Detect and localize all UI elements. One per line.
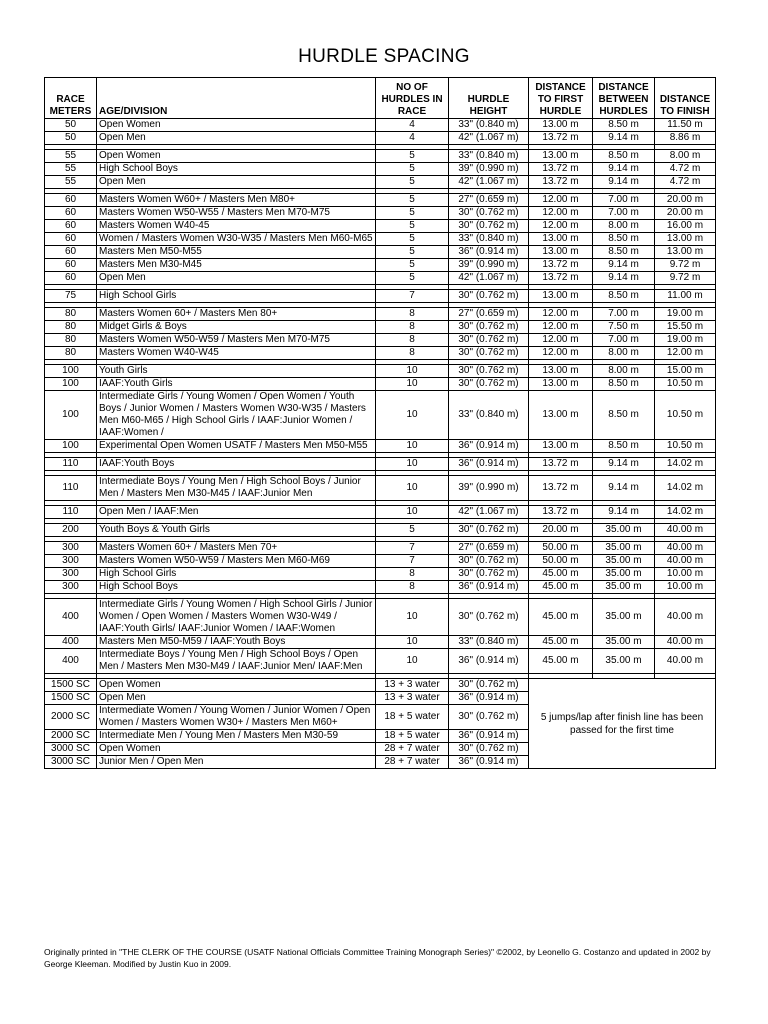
no-of-hurdles-cell: 7: [376, 290, 449, 303]
distance-finish-cell: 40.00 m: [655, 649, 716, 674]
table-row: [45, 163, 716, 176]
no-of-hurdles-cell: 7: [376, 555, 449, 568]
race-meters-cell: 75: [45, 290, 97, 303]
hurdle-height-cell: 33" (0.840 m): [449, 636, 529, 649]
age-division-cell: Experimental Open Women USATF / Masters Men M50-M55: [97, 440, 376, 453]
distance-finish-cell: 40.00 m: [655, 599, 716, 636]
no-of-hurdles-cell: 5: [376, 220, 449, 233]
distance-between-cell: 9.14 m: [593, 506, 655, 519]
age-division-cell: Intermediate Boys / Young Men / High School Boys / Junior Men / Masters Men M30-M45 / IAAF:Junior Men: [97, 476, 376, 501]
distance-between-cell: 35.00 m: [593, 524, 655, 537]
distance-first-cell: 13.00 m: [529, 150, 593, 163]
age-division-cell: Open Women: [97, 119, 376, 132]
distance-finish-cell: 40.00 m: [655, 636, 716, 649]
no-of-hurdles-cell: 10: [376, 440, 449, 453]
header-distance-finish: DISTANCE TO FINISH: [655, 78, 716, 119]
table-row: [45, 308, 716, 321]
age-division-cell: Masters Women W40-45: [97, 220, 376, 233]
no-of-hurdles-cell: 10: [376, 599, 449, 636]
age-division-cell: Masters Men M50-M55: [97, 246, 376, 259]
age-division-cell: Open Women: [97, 679, 376, 692]
distance-between-cell: 35.00 m: [593, 542, 655, 555]
table-row: [45, 321, 716, 334]
age-division-cell: Junior Men / Open Men: [97, 756, 376, 769]
distance-between-cell: 9.14 m: [593, 132, 655, 145]
distance-finish-cell: 40.00 m: [655, 524, 716, 537]
hurdle-height-cell: 39" (0.990 m): [449, 476, 529, 501]
distance-finish-cell: 9.72 m: [655, 259, 716, 272]
hurdle-height-cell: 30" (0.762 m): [449, 347, 529, 360]
hurdle-height-cell: 42" (1.067 m): [449, 132, 529, 145]
hurdle-height-cell: 30" (0.762 m): [449, 524, 529, 537]
distance-first-cell: 20.00 m: [529, 524, 593, 537]
table-body: [45, 119, 716, 769]
race-meters-cell: 60: [45, 207, 97, 220]
race-meters-cell: 300: [45, 555, 97, 568]
hurdle-height-cell: 36" (0.914 m): [449, 440, 529, 453]
distance-first-cell: 45.00 m: [529, 649, 593, 674]
distance-finish-cell: 14.02 m: [655, 506, 716, 519]
footnote: Originally printed in "THE CLERK OF THE COURSE (USATF National Officials Committee Training Monograph Series)" ©2002, by Leonello G. Costanzo and updated in 2002 by George Kleeman. Modified by Justin Kuo in 2009.: [44, 947, 711, 969]
table-row: [45, 119, 716, 132]
age-division-cell: Masters Women W50-W55 / Masters Men M70-M75: [97, 207, 376, 220]
distance-finish-cell: 20.00 m: [655, 194, 716, 207]
table-row: [45, 599, 716, 636]
distance-finish-cell: 10.00 m: [655, 581, 716, 594]
hurdle-height-cell: 30" (0.762 m): [449, 334, 529, 347]
distance-finish-cell: 20.00 m: [655, 207, 716, 220]
age-division-cell: IAAF:Youth Boys: [97, 458, 376, 471]
race-meters-cell: 1500 SC: [45, 679, 97, 692]
no-of-hurdles-cell: 4: [376, 119, 449, 132]
race-meters-cell: 50: [45, 119, 97, 132]
no-of-hurdles-cell: 5: [376, 176, 449, 189]
race-meters-cell: 110: [45, 458, 97, 471]
distance-first-cell: 13.72 m: [529, 259, 593, 272]
no-of-hurdles-cell: 5: [376, 246, 449, 259]
hurdle-height-cell: 30" (0.762 m): [449, 321, 529, 334]
table-row: [45, 194, 716, 207]
age-division-cell: Masters Women W60+ / Masters Men M80+: [97, 194, 376, 207]
age-division-cell: Masters Men M30-M45: [97, 259, 376, 272]
no-of-hurdles-cell: 13 + 3 water: [376, 679, 449, 692]
distance-between-cell: 8.50 m: [593, 378, 655, 391]
table-row: [45, 524, 716, 537]
distance-finish-cell: 13.00 m: [655, 233, 716, 246]
table-row: [45, 259, 716, 272]
no-of-hurdles-cell: 10: [376, 476, 449, 501]
race-meters-cell: 80: [45, 308, 97, 321]
no-of-hurdles-cell: 10: [376, 378, 449, 391]
race-meters-cell: 60: [45, 246, 97, 259]
race-meters-cell: 100: [45, 365, 97, 378]
hurdle-height-cell: 36" (0.914 m): [449, 458, 529, 471]
race-meters-cell: 2000 SC: [45, 730, 97, 743]
distance-finish-cell: 11.50 m: [655, 119, 716, 132]
distance-finish-cell: 10.50 m: [655, 391, 716, 440]
distance-first-cell: 12.00 m: [529, 308, 593, 321]
race-meters-cell: 300: [45, 581, 97, 594]
distance-first-cell: 13.00 m: [529, 440, 593, 453]
hurdle-height-cell: 30" (0.762 m): [449, 555, 529, 568]
header-race-meters: RACE METERS: [45, 78, 97, 119]
table-row: [45, 176, 716, 189]
race-meters-cell: 50: [45, 132, 97, 145]
hurdle-height-cell: 42" (1.067 m): [449, 272, 529, 285]
hurdle-height-cell: 30" (0.762 m): [449, 378, 529, 391]
table-row: [45, 378, 716, 391]
age-division-cell: Women / Masters Women W30-W35 / Masters Men M60-M65: [97, 233, 376, 246]
no-of-hurdles-cell: 5: [376, 207, 449, 220]
header-no-of-hurdles: NO OF HURDLES IN RACE: [376, 78, 449, 119]
distance-between-cell: 8.50 m: [593, 233, 655, 246]
distance-first-cell: 12.00 m: [529, 220, 593, 233]
distance-finish-cell: 12.00 m: [655, 347, 716, 360]
table-row: [45, 220, 716, 233]
no-of-hurdles-cell: 10: [376, 636, 449, 649]
no-of-hurdles-cell: 10: [376, 506, 449, 519]
distance-finish-cell: 40.00 m: [655, 542, 716, 555]
distance-between-cell: 9.14 m: [593, 163, 655, 176]
race-meters-cell: 1500 SC: [45, 692, 97, 705]
age-division-cell: Youth Girls: [97, 365, 376, 378]
hurdle-height-cell: 36" (0.914 m): [449, 581, 529, 594]
age-division-cell: Open Women: [97, 743, 376, 756]
hurdle-height-cell: 27" (0.659 m): [449, 308, 529, 321]
distance-first-cell: 13.00 m: [529, 233, 593, 246]
distance-first-cell: 12.00 m: [529, 347, 593, 360]
distance-between-cell: 35.00 m: [593, 568, 655, 581]
no-of-hurdles-cell: 8: [376, 347, 449, 360]
table-row: [45, 347, 716, 360]
age-division-cell: Masters Women W50-W59 / Masters Men M70-M75: [97, 334, 376, 347]
hurdle-height-cell: 30" (0.762 m): [449, 568, 529, 581]
distance-first-cell: 13.72 m: [529, 476, 593, 501]
race-meters-cell: 400: [45, 649, 97, 674]
distance-first-cell: 45.00 m: [529, 568, 593, 581]
distance-finish-cell: 8.00 m: [655, 150, 716, 163]
race-meters-cell: 3000 SC: [45, 743, 97, 756]
race-meters-cell: 100: [45, 391, 97, 440]
hurdle-height-cell: 39" (0.990 m): [449, 259, 529, 272]
age-division-cell: Youth Boys & Youth Girls: [97, 524, 376, 537]
distance-finish-cell: 4.72 m: [655, 176, 716, 189]
distance-between-cell: 7.00 m: [593, 194, 655, 207]
no-of-hurdles-cell: 5: [376, 272, 449, 285]
distance-between-cell: 8.00 m: [593, 365, 655, 378]
hurdle-height-cell: 36" (0.914 m): [449, 756, 529, 769]
table-row: [45, 636, 716, 649]
distance-first-cell: 13.72 m: [529, 163, 593, 176]
distance-finish-cell: 40.00 m: [655, 555, 716, 568]
no-of-hurdles-cell: 5: [376, 233, 449, 246]
distance-between-cell: 7.00 m: [593, 334, 655, 347]
table-row: [45, 290, 716, 303]
race-meters-cell: 80: [45, 321, 97, 334]
race-meters-cell: 2000 SC: [45, 705, 97, 730]
steeple-row: [45, 679, 716, 692]
table-row: [45, 207, 716, 220]
no-of-hurdles-cell: 10: [376, 365, 449, 378]
hurdle-height-cell: 33" (0.840 m): [449, 119, 529, 132]
hurdle-height-cell: 36" (0.914 m): [449, 246, 529, 259]
race-meters-cell: 300: [45, 568, 97, 581]
table-row: [45, 542, 716, 555]
distance-between-cell: 35.00 m: [593, 581, 655, 594]
hurdle-height-cell: 30" (0.762 m): [449, 679, 529, 692]
hurdle-height-cell: 30" (0.762 m): [449, 599, 529, 636]
distance-finish-cell: 15.50 m: [655, 321, 716, 334]
hurdle-height-cell: 36" (0.914 m): [449, 692, 529, 705]
no-of-hurdles-cell: 8: [376, 581, 449, 594]
distance-between-cell: 9.14 m: [593, 458, 655, 471]
hurdle-height-cell: 39" (0.990 m): [449, 163, 529, 176]
age-division-cell: Masters Men M50-M59 / IAAF:Youth Boys: [97, 636, 376, 649]
no-of-hurdles-cell: 8: [376, 308, 449, 321]
distance-first-cell: 12.00 m: [529, 207, 593, 220]
no-of-hurdles-cell: 10: [376, 458, 449, 471]
distance-first-cell: 12.00 m: [529, 321, 593, 334]
no-of-hurdles-cell: 5: [376, 163, 449, 176]
age-division-cell: High School Boys: [97, 581, 376, 594]
age-division-cell: Intermediate Girls / Young Women / High School Girls / Junior Women / Open Women / Masters Women W30-W49 / IAAF:Youth Girls/ IAAF:Junior Women / IAAF:Women: [97, 599, 376, 636]
table-row: [45, 506, 716, 519]
header-hurdle-height: HURDLE HEIGHT: [449, 78, 529, 119]
no-of-hurdles-cell: 28 + 7 water: [376, 743, 449, 756]
distance-finish-cell: 13.00 m: [655, 246, 716, 259]
race-meters-cell: 400: [45, 599, 97, 636]
distance-between-cell: 35.00 m: [593, 649, 655, 674]
age-division-cell: High School Girls: [97, 290, 376, 303]
distance-first-cell: 12.00 m: [529, 334, 593, 347]
distance-between-cell: 8.00 m: [593, 347, 655, 360]
distance-first-cell: 45.00 m: [529, 581, 593, 594]
distance-between-cell: 9.14 m: [593, 476, 655, 501]
age-division-cell: IAAF:Youth Girls: [97, 378, 376, 391]
hurdle-height-cell: 36" (0.914 m): [449, 730, 529, 743]
table-row: [45, 555, 716, 568]
distance-finish-cell: 19.00 m: [655, 334, 716, 347]
distance-finish-cell: 16.00 m: [655, 220, 716, 233]
table-row: [45, 458, 716, 471]
no-of-hurdles-cell: 8: [376, 321, 449, 334]
distance-first-cell: 13.72 m: [529, 132, 593, 145]
hurdle-height-cell: 30" (0.762 m): [449, 290, 529, 303]
table-row: [45, 132, 716, 145]
race-meters-cell: 400: [45, 636, 97, 649]
distance-between-cell: 8.50 m: [593, 391, 655, 440]
no-of-hurdles-cell: 5: [376, 194, 449, 207]
distance-between-cell: 9.14 m: [593, 272, 655, 285]
age-division-cell: Masters Women W40-W45: [97, 347, 376, 360]
age-division-cell: High School Girls: [97, 568, 376, 581]
table-row: [45, 581, 716, 594]
distance-between-cell: 8.50 m: [593, 119, 655, 132]
distance-first-cell: 13.72 m: [529, 176, 593, 189]
distance-between-cell: 9.14 m: [593, 176, 655, 189]
page-title: HURDLE SPACING: [298, 46, 470, 67]
age-division-cell: Masters Women 60+ / Masters Men 80+: [97, 308, 376, 321]
distance-finish-cell: 10.00 m: [655, 568, 716, 581]
age-division-cell: Open Men: [97, 132, 376, 145]
race-meters-cell: 200: [45, 524, 97, 537]
distance-between-cell: 35.00 m: [593, 599, 655, 636]
distance-first-cell: 13.72 m: [529, 458, 593, 471]
age-division-cell: Masters Women 60+ / Masters Men 70+: [97, 542, 376, 555]
table-row: [45, 246, 716, 259]
distance-finish-cell: 8.86 m: [655, 132, 716, 145]
header-distance-between: DISTANCE BETWEEN HURDLES: [593, 78, 655, 119]
no-of-hurdles-cell: 8: [376, 568, 449, 581]
no-of-hurdles-cell: 7: [376, 542, 449, 555]
table-row: [45, 150, 716, 163]
table-row: [45, 440, 716, 453]
table-row: [45, 334, 716, 347]
no-of-hurdles-cell: 28 + 7 water: [376, 756, 449, 769]
hurdle-spacing-table: [44, 77, 716, 769]
hurdle-height-cell: 33" (0.840 m): [449, 391, 529, 440]
distance-finish-cell: 9.72 m: [655, 272, 716, 285]
distance-first-cell: 13.00 m: [529, 119, 593, 132]
distance-first-cell: 45.00 m: [529, 636, 593, 649]
table-row: [45, 649, 716, 674]
age-division-cell: Masters Women W50-W59 / Masters Men M60-M69: [97, 555, 376, 568]
table-row: [45, 476, 716, 501]
race-meters-cell: 55: [45, 176, 97, 189]
hurdle-height-cell: 30" (0.762 m): [449, 220, 529, 233]
distance-first-cell: 13.72 m: [529, 506, 593, 519]
age-division-cell: High School Boys: [97, 163, 376, 176]
table-row: [45, 233, 716, 246]
age-division-cell: Intermediate Boys / Young Men / High School Boys / Open Men / Masters Men M30-M49 / IAAF:Junior Men/ IAAF:Men: [97, 649, 376, 674]
hurdle-height-cell: 30" (0.762 m): [449, 743, 529, 756]
distance-first-cell: 13.00 m: [529, 246, 593, 259]
distance-between-cell: 7.00 m: [593, 308, 655, 321]
race-meters-cell: 60: [45, 220, 97, 233]
distance-first-cell: 13.72 m: [529, 272, 593, 285]
distance-finish-cell: 14.02 m: [655, 476, 716, 501]
no-of-hurdles-cell: 5: [376, 524, 449, 537]
distance-first-cell: 13.00 m: [529, 378, 593, 391]
distance-finish-cell: 15.00 m: [655, 365, 716, 378]
age-division-cell: Intermediate Girls / Young Women / Open Women / Youth Boys / Junior Women / Masters Women W30-W35 / Masters Men M60-M65 / High School Girls / IAAF:Junior Women / IAAF:Women /: [97, 391, 376, 440]
no-of-hurdles-cell: 13 + 3 water: [376, 692, 449, 705]
hurdle-height-cell: 30" (0.762 m): [449, 207, 529, 220]
distance-first-cell: 45.00 m: [529, 599, 593, 636]
distance-between-cell: 7.00 m: [593, 207, 655, 220]
age-division-cell: Open Men: [97, 176, 376, 189]
header-distance-first: DISTANCE TO FIRST HURDLE: [529, 78, 593, 119]
steeple-note: 5 jumps/lap after finish line has been passed for the first time: [529, 679, 716, 769]
race-meters-cell: 100: [45, 440, 97, 453]
distance-first-cell: 13.00 m: [529, 391, 593, 440]
race-meters-cell: 80: [45, 347, 97, 360]
age-division-cell: Open Men: [97, 272, 376, 285]
no-of-hurdles-cell: 18 + 5 water: [376, 705, 449, 730]
no-of-hurdles-cell: 18 + 5 water: [376, 730, 449, 743]
distance-between-cell: 7.50 m: [593, 321, 655, 334]
race-meters-cell: 60: [45, 194, 97, 207]
distance-between-cell: 35.00 m: [593, 555, 655, 568]
no-of-hurdles-cell: 5: [376, 259, 449, 272]
race-meters-cell: 55: [45, 150, 97, 163]
distance-finish-cell: 10.50 m: [655, 440, 716, 453]
no-of-hurdles-cell: 8: [376, 334, 449, 347]
hurdle-height-cell: 30" (0.762 m): [449, 365, 529, 378]
header-age-division: AGE/DIVISION: [97, 78, 376, 119]
distance-finish-cell: 10.50 m: [655, 378, 716, 391]
hurdle-height-cell: 36" (0.914 m): [449, 649, 529, 674]
distance-finish-cell: 4.72 m: [655, 163, 716, 176]
age-division-cell: Open Men / IAAF:Men: [97, 506, 376, 519]
no-of-hurdles-cell: 10: [376, 391, 449, 440]
table-row: [45, 365, 716, 378]
distance-first-cell: 50.00 m: [529, 555, 593, 568]
table-row: [45, 568, 716, 581]
age-division-cell: Open Men: [97, 692, 376, 705]
hurdle-height-cell: 42" (1.067 m): [449, 176, 529, 189]
distance-between-cell: 9.14 m: [593, 259, 655, 272]
race-meters-cell: 80: [45, 334, 97, 347]
distance-between-cell: 8.50 m: [593, 290, 655, 303]
distance-between-cell: 35.00 m: [593, 636, 655, 649]
age-division-cell: Open Women: [97, 150, 376, 163]
race-meters-cell: 110: [45, 476, 97, 501]
header-row: [45, 78, 716, 119]
distance-between-cell: 8.00 m: [593, 220, 655, 233]
distance-first-cell: 50.00 m: [529, 542, 593, 555]
table-row: [45, 272, 716, 285]
race-meters-cell: 60: [45, 233, 97, 246]
distance-first-cell: 12.00 m: [529, 194, 593, 207]
no-of-hurdles-cell: 5: [376, 150, 449, 163]
hurdle-height-cell: 33" (0.840 m): [449, 233, 529, 246]
distance-first-cell: 13.00 m: [529, 290, 593, 303]
age-division-cell: Intermediate Women / Young Women / Junior Women / Open Women / Masters Women W30+ / Masters Men M60+: [97, 705, 376, 730]
race-meters-cell: 55: [45, 163, 97, 176]
distance-finish-cell: 14.02 m: [655, 458, 716, 471]
race-meters-cell: 300: [45, 542, 97, 555]
distance-between-cell: 8.50 m: [593, 440, 655, 453]
distance-between-cell: 8.50 m: [593, 150, 655, 163]
age-division-cell: Midget Girls & Boys: [97, 321, 376, 334]
hurdle-height-cell: 42" (1.067 m): [449, 506, 529, 519]
race-meters-cell: 60: [45, 272, 97, 285]
distance-between-cell: 8.50 m: [593, 246, 655, 259]
race-meters-cell: 100: [45, 378, 97, 391]
hurdle-height-cell: 27" (0.659 m): [449, 542, 529, 555]
distance-first-cell: 13.00 m: [529, 365, 593, 378]
hurdle-height-cell: 33" (0.840 m): [449, 150, 529, 163]
hurdle-height-cell: 27" (0.659 m): [449, 194, 529, 207]
distance-finish-cell: 19.00 m: [655, 308, 716, 321]
distance-finish-cell: 11.00 m: [655, 290, 716, 303]
no-of-hurdles-cell: 10: [376, 649, 449, 674]
hurdle-height-cell: 30" (0.762 m): [449, 705, 529, 730]
race-meters-cell: 60: [45, 259, 97, 272]
race-meters-cell: 3000 SC: [45, 756, 97, 769]
table-row: [45, 391, 716, 440]
age-division-cell: Intermediate Men / Young Men / Masters Men M30-59: [97, 730, 376, 743]
no-of-hurdles-cell: 4: [376, 132, 449, 145]
race-meters-cell: 110: [45, 506, 97, 519]
